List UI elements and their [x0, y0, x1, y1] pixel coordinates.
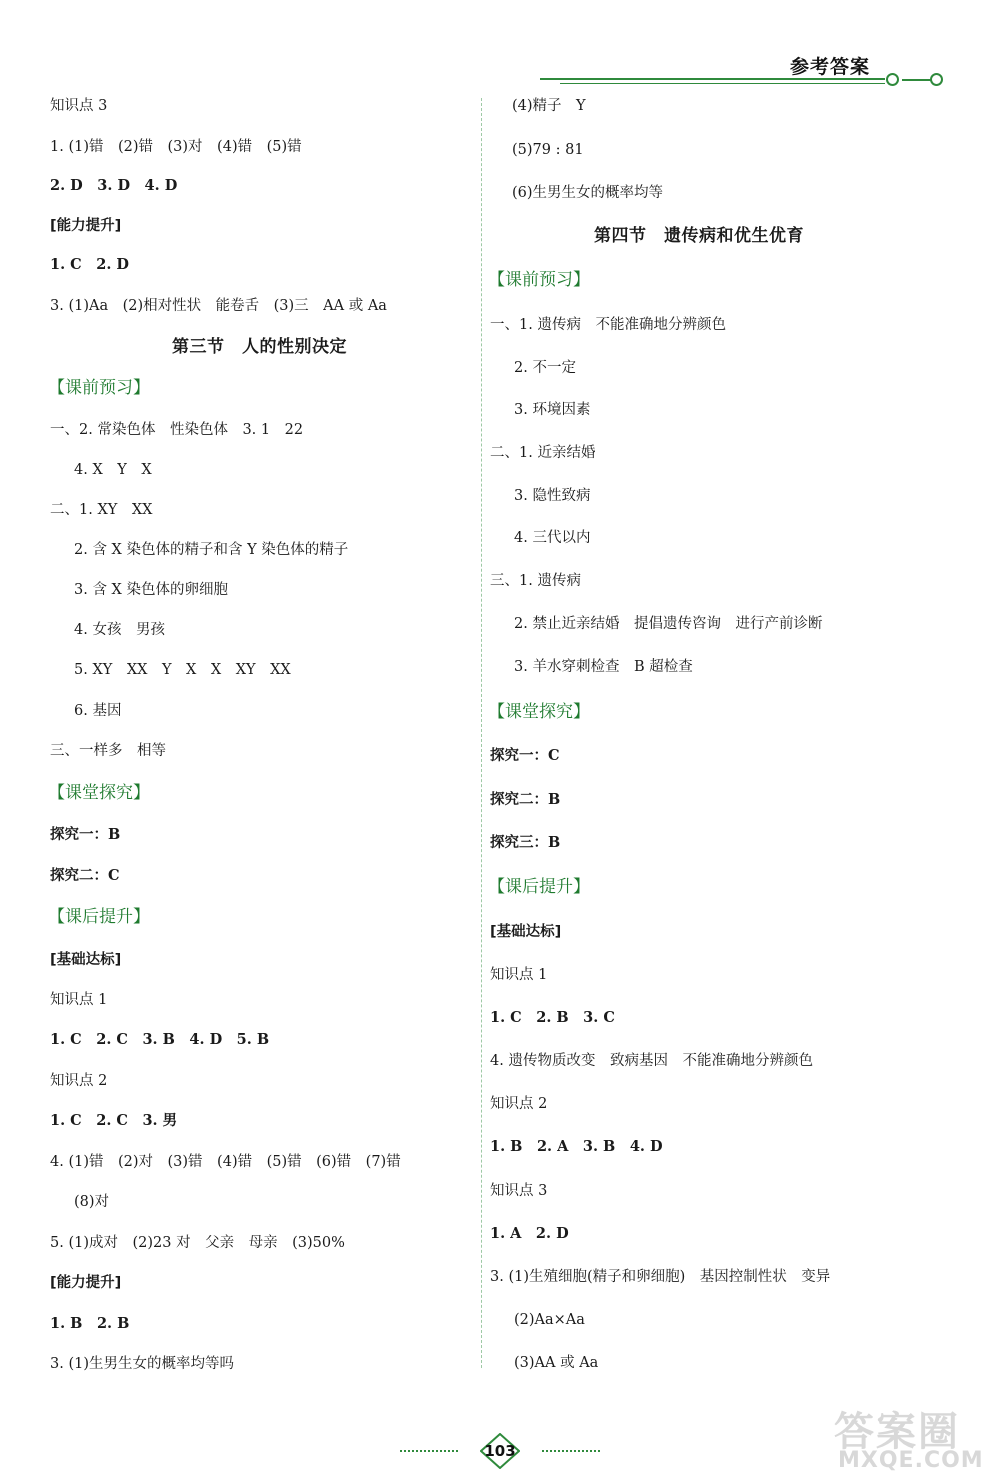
text-line: 探究三：B: [490, 834, 561, 851]
text-line: (5)79 : 81: [512, 142, 584, 158]
page-header-title: 参考答案: [790, 56, 871, 78]
text-line: (3)AA 或 Aa: [514, 1355, 599, 1371]
text-line: 二、1. XY XX: [50, 502, 153, 518]
category-header: 【课前预习】: [488, 270, 590, 290]
text-line: 知识点 2: [50, 1073, 108, 1089]
subheading-basic: [基础达标]: [50, 952, 122, 968]
watermark: [834, 1400, 994, 1476]
text-line: 1. (1)错 (2)错 (3)对 (4)错 (5)错: [50, 139, 302, 155]
text-line: (8)对: [74, 1194, 110, 1210]
text-line: 2. 不一定: [514, 360, 576, 376]
text-line: 探究二：C: [50, 867, 120, 884]
footer-dotted-rule: [400, 1450, 458, 1452]
text-line: 4. 遗传物质改变 致病基因 不能准确地分辨颜色: [490, 1053, 813, 1069]
text-line: 1. C 2. C 3. 男: [50, 1112, 178, 1129]
section-title: 第三节 人的性别决定: [172, 337, 347, 357]
text-line: 探究一：C: [490, 747, 560, 764]
text-line: 4. (1)错 (2)对 (3)错 (4)错 (5)错 (6)错 (7)错: [50, 1154, 401, 1170]
footer-dotted-rule: [542, 1450, 600, 1452]
header-connector: [902, 79, 932, 81]
text-line: 一、2. 常染色体 性染色体 3. 1 22: [50, 422, 304, 438]
text-line: 探究二：B: [490, 791, 561, 808]
header-rule-thin: [560, 83, 885, 84]
text-line: 探究一：B: [50, 826, 121, 843]
text-line: 二、1. 近亲结婚: [490, 445, 596, 461]
column-divider: [481, 98, 482, 1368]
text-line: 一、1. 遗传病 不能准确地分辨颜色: [490, 317, 726, 333]
section-title: 第四节 遗传病和优生优育: [594, 226, 804, 246]
text-line: 5. (1)成对 (2)23 对 父亲 母亲 (3)50%: [50, 1235, 345, 1251]
header-circle-icon: [930, 73, 943, 86]
text-line: 3. 环境因素: [514, 402, 591, 418]
page-number-badge: [400, 1433, 600, 1469]
watermark-site: MXQE.COM: [838, 1448, 984, 1473]
text-line: 4. X Y X: [74, 462, 152, 478]
category-header: 【课后提升】: [488, 877, 590, 897]
text-line: 1. C 2. C 3. B 4. D 5. B: [50, 1031, 270, 1048]
header-circle-icon: [886, 73, 899, 86]
text-line: (4)精子 Y: [512, 98, 586, 114]
text-line: 三、1. 遗传病: [490, 573, 581, 589]
text-line: 6. 基因: [74, 703, 122, 719]
text-line: (6)生男生女的概率均等: [512, 185, 664, 201]
text-line: 1. C 2. D: [50, 256, 129, 273]
text-line: 3. (1)Aa (2)相对性状 能卷舌 (3)三 AA 或 Aa: [50, 298, 387, 314]
text-line: 知识点 3: [50, 98, 108, 114]
text-line: 知识点 1: [490, 967, 548, 983]
text-line: 3. (1)生男生女的概率均等吗: [50, 1356, 234, 1372]
text-line: 1. B 2. A 3. B 4. D: [490, 1138, 663, 1155]
text-line: 4. 女孩 男孩: [74, 622, 165, 638]
text-line: (2)Aa×Aa: [514, 1312, 585, 1328]
text-line: 3. 隐性致病: [514, 488, 591, 504]
text-line: 3. 羊水穿刺检查 B 超检查: [514, 659, 693, 675]
subheading-ability: [能力提升]: [50, 218, 122, 234]
text-line: 1. B 2. B: [50, 1315, 130, 1332]
subheading-basic: [基础达标]: [490, 924, 562, 940]
text-line: 3. 含 X 染色体的卵细胞: [74, 582, 228, 598]
text-line: 4. 三代以内: [514, 530, 591, 546]
text-line: 2. 禁止近亲结婚 提倡遗传咨询 进行产前诊断: [514, 616, 823, 632]
category-header: 【课堂探究】: [48, 783, 150, 803]
text-line: 5. XY XX Y X X XY XX: [74, 662, 291, 678]
text-line: 1. C 2. B 3. C: [490, 1009, 615, 1026]
text-line: 知识点 2: [490, 1096, 548, 1112]
category-header: 【课前预习】: [48, 378, 150, 398]
page-number: 103: [484, 1442, 516, 1460]
text-line: 2. D 3. D 4. D: [50, 177, 178, 194]
watermark-logo-text: 答案圈: [834, 1409, 960, 1455]
header-rule: [540, 78, 885, 80]
text-line: 1. A 2. D: [490, 1225, 569, 1242]
page-number-diamond: [480, 1433, 520, 1469]
category-header: 【课后提升】: [48, 907, 150, 927]
category-header: 【课堂探究】: [488, 702, 590, 722]
subheading-ability: [能力提升]: [50, 1275, 122, 1291]
text-line: 3. (1)生殖细胞(精子和卵细胞) 基因控制性状 变异: [490, 1269, 831, 1285]
text-line: 知识点 3: [490, 1183, 548, 1199]
text-line: 2. 含 X 染色体的精子和含 Y 染色体的精子: [74, 542, 349, 558]
text-line: 三、一样多 相等: [50, 743, 166, 759]
text-line: 知识点 1: [50, 992, 108, 1008]
